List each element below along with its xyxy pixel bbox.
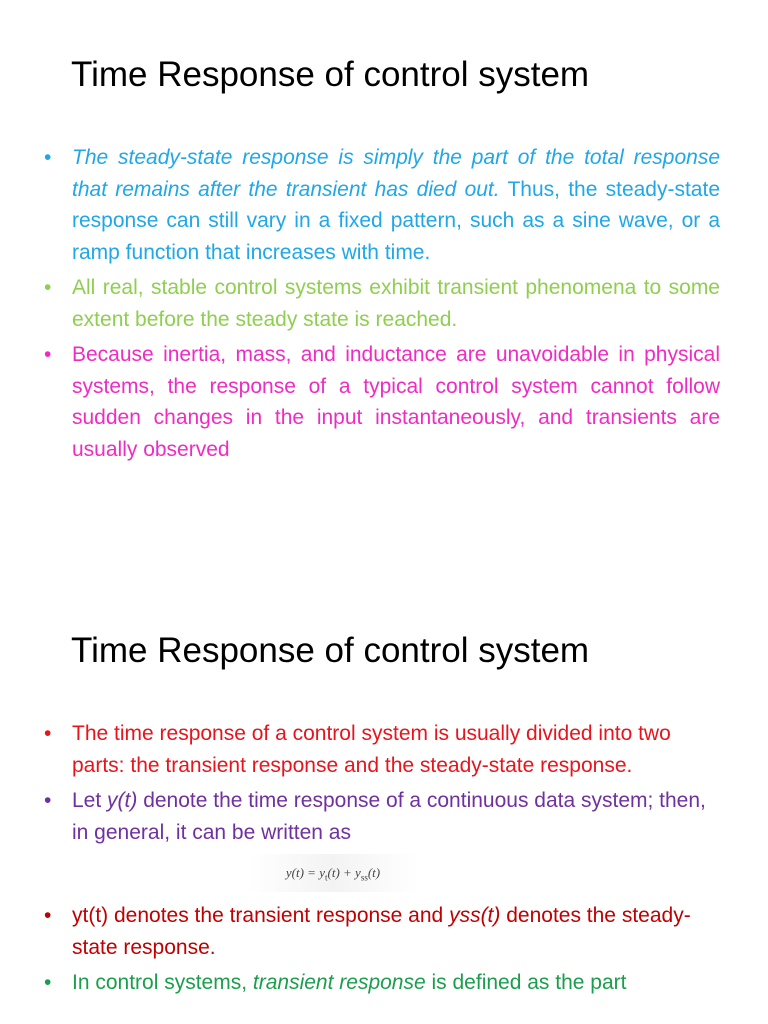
bullet-item-transient-response [44,967,720,999]
bullet-text: Let [72,789,108,812]
slide-title: Time Response of control system [71,55,590,94]
equation-rhs: (t) [367,865,381,880]
bullet-icon: • [44,904,52,927]
bullet-text: The time response of a control system is usually divided into two parts: the transient response and the steady-state response. [72,722,671,777]
bullet-icon: • [44,343,52,366]
equation-lhs: y(t) = y [285,865,325,880]
bullet-text: All real, stable control systems exhibit transient phenomena to some extent before the steady state is reached. [72,276,720,331]
bullet-icon: • [44,146,52,169]
bullet-text: Thus, the steady-state response can still vary in a fixed pattern, such as a sine wave, or a ramp function that increases with time. [72,177,720,264]
bullet-list [44,718,720,1003]
bullet-item-two-parts [44,718,720,781]
bullet-icon: • [44,789,52,812]
bullet-list [44,142,720,469]
bullet-icon: • [44,971,52,994]
bullet-text: In control systems, [72,971,253,994]
bullet-text: Because inertia, mass, and inductance are unavoidable in physical systems, the response of a typical control system cannot follow sudden changes in the input instantaneously, and transients are usually observed [72,343,720,461]
bullet-item-yt-definition [44,900,720,963]
equation-image [248,854,418,892]
bullet-text: is defined as the part [425,971,627,994]
slide-title: Time Response of control system [71,631,590,670]
bullet-item-let-yt [44,785,720,848]
bullet-item-inertia [44,339,720,465]
bullet-text: yt(t) denotes the transient response and [72,904,450,927]
bullet-text: denote the time response of a continuous data system; then, in general, it can be written as [72,789,706,844]
equation-mid: (t) + y [327,865,361,880]
bullet-icon: • [44,722,52,745]
bullet-text-italic: The steady-state response is simply the part of the total response that remains after the transient has died out. [72,146,720,201]
equation-row [44,854,720,892]
bullet-icon: • [44,276,52,299]
equation-sub-ss: ss [360,872,368,883]
bullet-text-italic: transient response [252,971,426,994]
bullet-text-italic: y(t) [107,789,138,812]
bullet-item-steady-state [44,142,720,268]
bullet-text-italic: yss(t) [449,904,501,927]
slide-2 [0,576,768,1024]
bullet-item-transient-phenomena [44,272,720,335]
bullet-text: denotes the steady-state response. [72,904,691,959]
equation-sub-t: t [324,872,328,883]
